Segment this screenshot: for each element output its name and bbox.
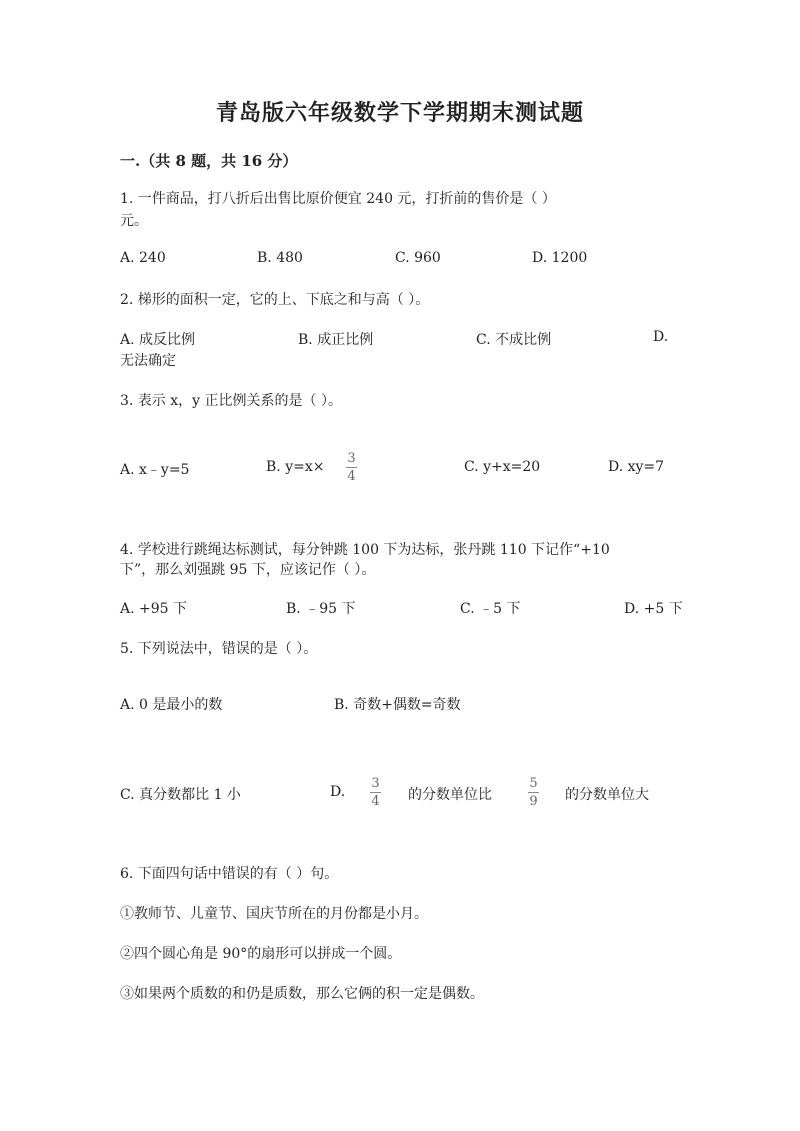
question-2-option-a: A. 成反比例 (120, 332, 196, 348)
question-5-option-d-fraction-1 (370, 776, 381, 809)
question-3-option-d: D. xy=7 (608, 459, 665, 475)
question-2-option-b: B. 成正比例 (298, 332, 374, 348)
question-2-text: 2. 梯形的面积一定，它的上、下底之和与高（ ）。 (120, 292, 430, 308)
question-6-text: 6. 下面四句话中错误的有（ ）句。 (120, 866, 339, 882)
question-1-text-cont: 元。 (120, 213, 148, 229)
question-3-option-a: A. x﹣y=5 (120, 462, 190, 478)
question-2-option-d-text: 无法确定 (120, 353, 176, 369)
question-1-option-d: D. 1200 (532, 250, 588, 266)
fraction-numerator: 3 (347, 451, 356, 466)
fraction-bar (370, 792, 381, 793)
fraction-denominator: 9 (529, 794, 538, 809)
question-3-option-b: B. y=x× (266, 459, 325, 475)
question-5-option-d-middle: 的分数单位比 (408, 787, 492, 803)
question-4-option-a: A. +95 下 (120, 601, 188, 617)
question-5-text: 5. 下列说法中，错误的是（ ）。 (120, 641, 318, 657)
question-2-option-d: D. (653, 329, 669, 345)
question-2-option-c: C. 不成比例 (476, 332, 552, 348)
question-5-option-d-fraction-2 (528, 776, 539, 809)
question-5-option-a: A. 0 是最小的数 (120, 697, 223, 713)
question-1-option-a: A. 240 (120, 250, 166, 266)
section-heading: 一.（共 8 题，共 16 分） (120, 152, 298, 170)
question-6-statement-3: ③如果两个质数的和仍是质数，那么它俩的积一定是偶数。 (120, 986, 484, 1002)
question-3-option-b-fraction (346, 451, 357, 484)
question-4-option-c: C. ﹣5 下 (460, 601, 521, 617)
question-4-option-b: B. ﹣95 下 (286, 601, 356, 617)
question-1-option-b: B. 480 (257, 250, 303, 266)
question-5-option-c: C. 真分数都比 1 小 (120, 787, 241, 803)
question-5-option-d: D. (330, 784, 346, 800)
fraction-denominator: 4 (347, 469, 356, 484)
question-6-statement-1: ①教师节、儿童节、国庆节所在的月份都是小月。 (120, 906, 428, 922)
fraction-numerator: 5 (529, 776, 538, 791)
fraction-numerator: 3 (371, 776, 380, 791)
fraction-bar (528, 792, 539, 793)
page-title: 青岛版六年级数学下学期期末测试题 (215, 100, 584, 126)
question-5-option-d-end: 的分数单位大 (565, 787, 649, 803)
question-3-option-c: C. y+x=20 (464, 459, 541, 475)
fraction-bar (346, 467, 357, 468)
question-4-option-d: D. +5 下 (624, 601, 683, 617)
question-4-text-cont: 下”，那么刘强跳 95 下，应该记作（ ）。 (120, 562, 376, 578)
question-1-text: 1. 一件商品，打八折后出售比原价便宜 240 元，打折前的售价是（ ） (120, 191, 556, 207)
question-6-statement-2: ②四个圆心角是 90°的扇形可以拼成一个圆。 (120, 946, 402, 962)
question-5-option-b: B. 奇数+偶数=奇数 (334, 697, 461, 713)
question-4-text: 4. 学校进行跳绳达标测试，每分钟跳 100 下为达标，张丹跳 110 下记作“+10 (120, 542, 610, 558)
question-1-option-c: C. 960 (395, 250, 441, 266)
question-3-text: 3. 表示 x，y 正比例关系的是（ ）。 (120, 393, 342, 409)
fraction-denominator: 4 (371, 794, 380, 809)
